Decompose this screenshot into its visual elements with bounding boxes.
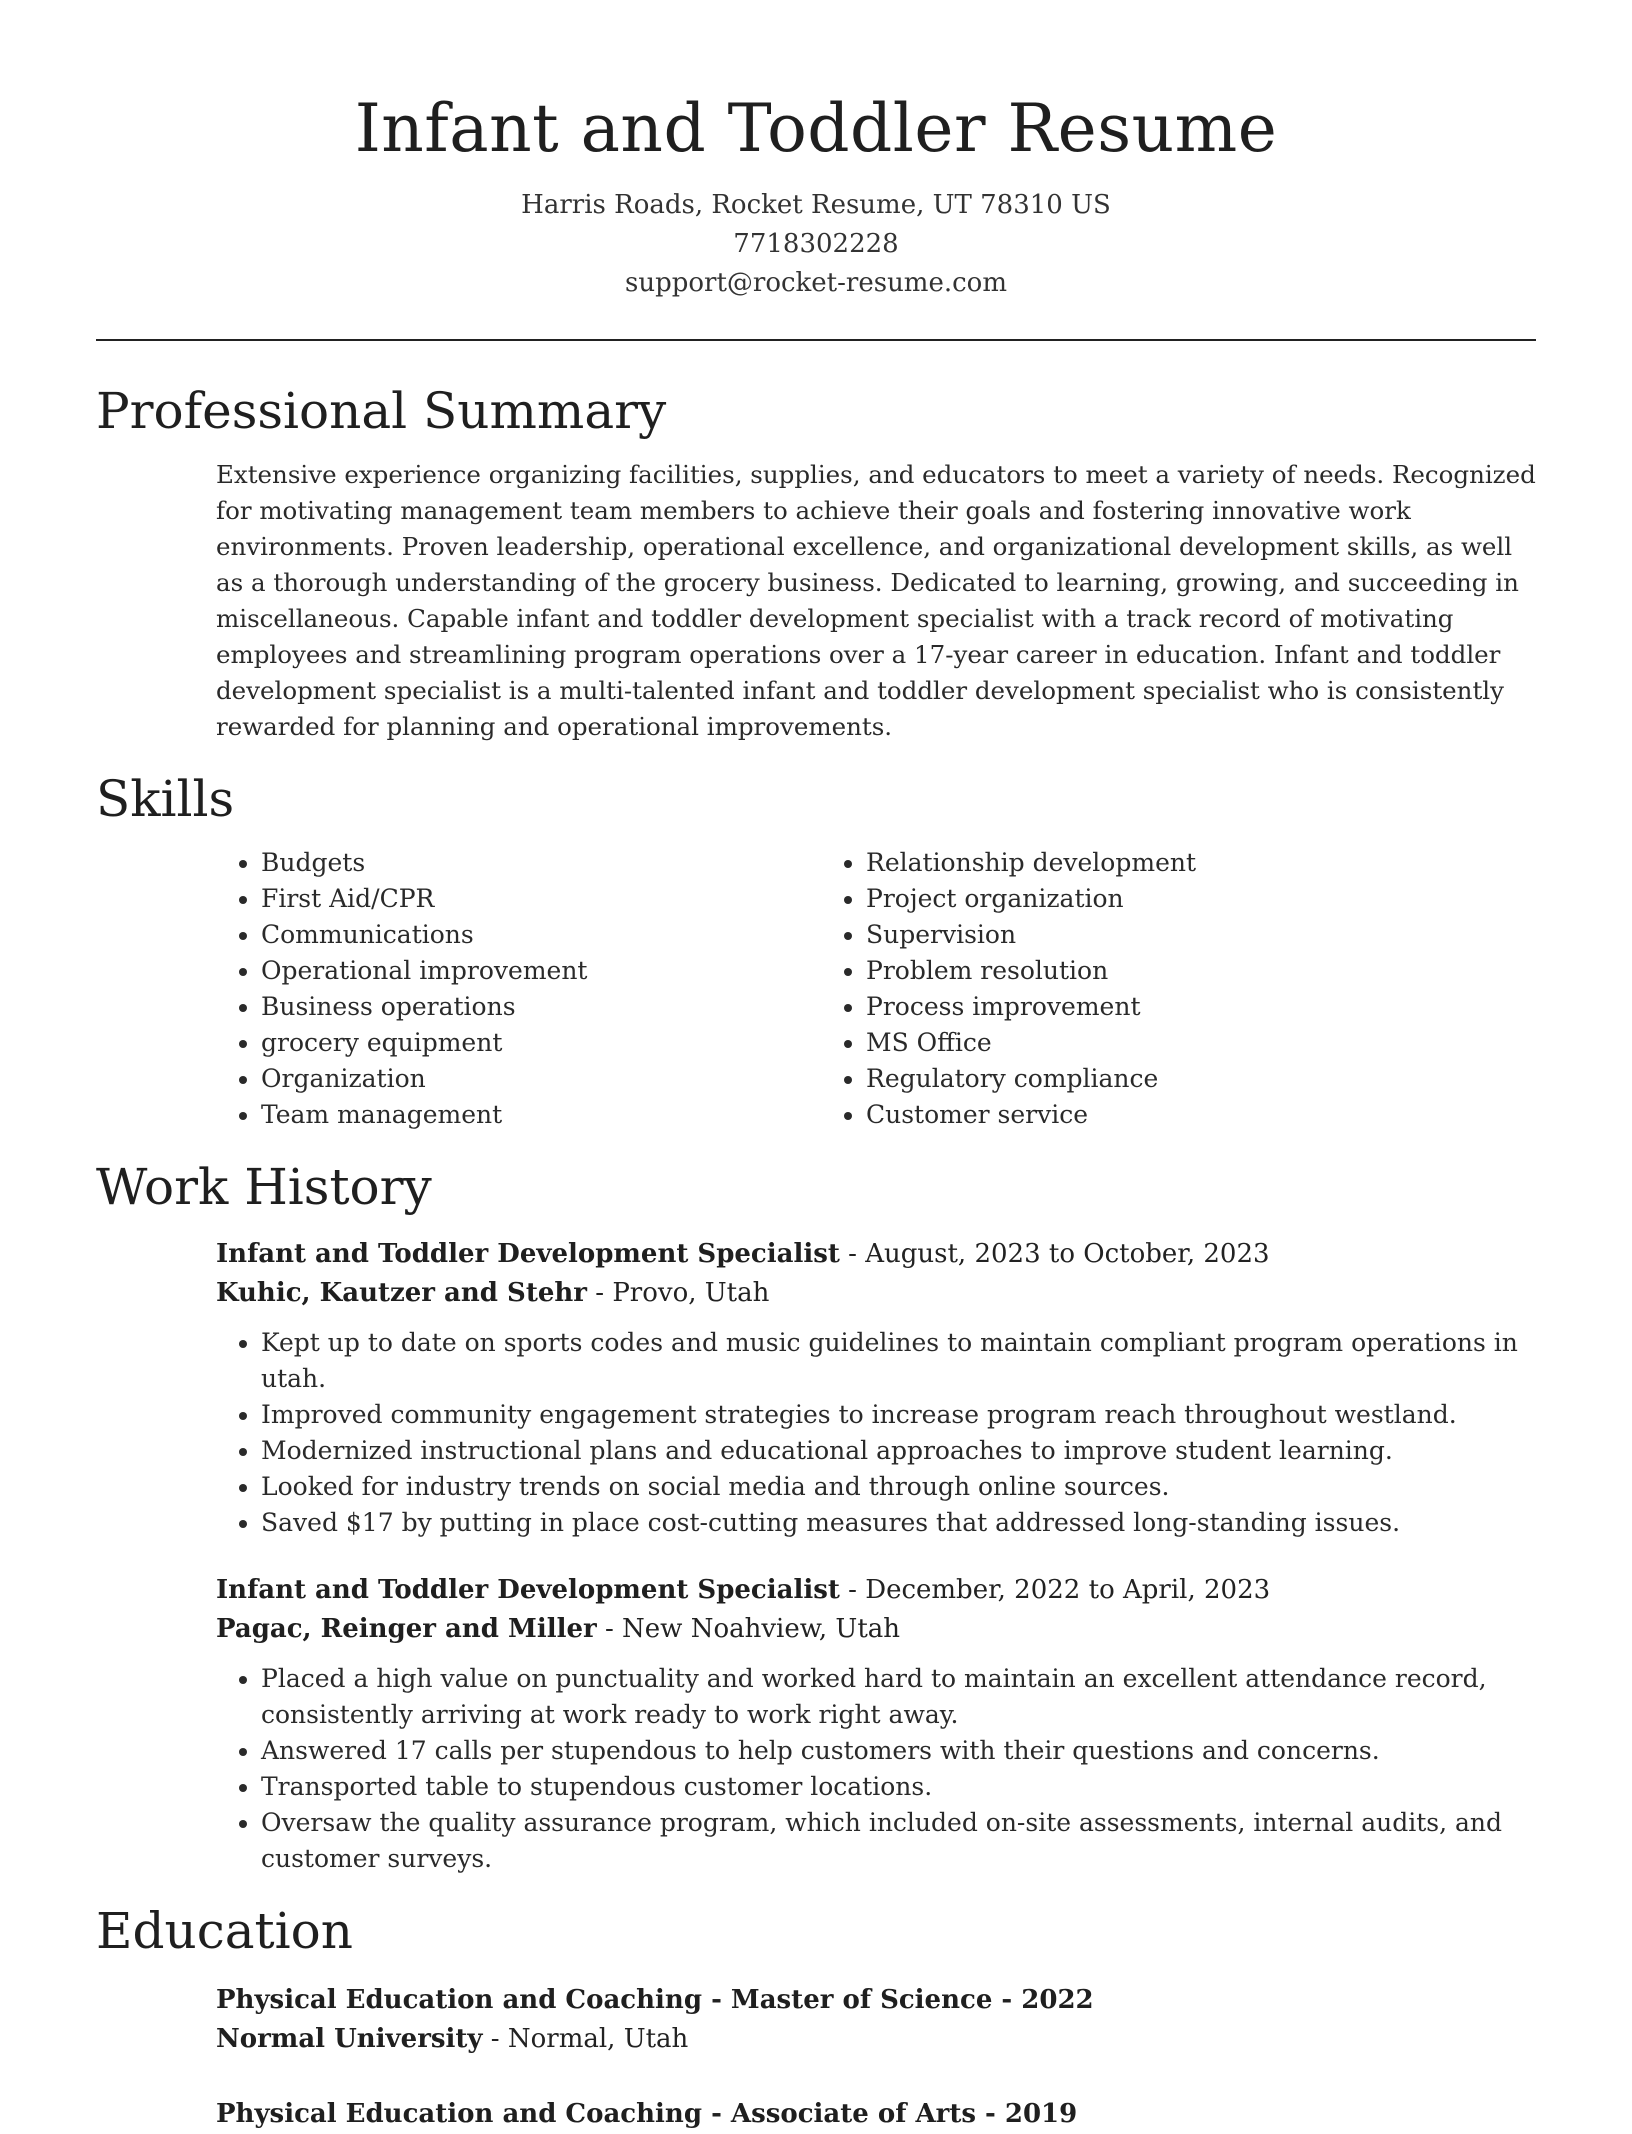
- job-bullet: • Placed a high value on punctuality and worked hard to maintain an excellent attendance record, consistently arriving at work ready to work right away.: [261, 1661, 1536, 1733]
- education-degree: Master of Science: [730, 1985, 993, 2015]
- separator: -: [596, 1614, 623, 1644]
- education-degree: Associate of Arts: [730, 2099, 976, 2129]
- job-bullet: • Oversaw the quality assurance program, which included on-site assessments, internal audits, and customer surveys.: [261, 1805, 1536, 1877]
- education-degree-line: [216, 1981, 1536, 2020]
- skill-item: • Regulatory compliance: [866, 1061, 1426, 1097]
- resume-header: [96, 0, 1536, 303]
- skill-item: • Customer service: [866, 1097, 1426, 1133]
- section-title-skills: Skills: [96, 770, 235, 828]
- education-year: 2019: [1004, 2099, 1078, 2129]
- skill-item: • Budgets: [261, 845, 821, 881]
- skill-item: • grocery equipment: [261, 1025, 821, 1061]
- separator: -: [839, 1575, 866, 1605]
- section-title-education: Education: [96, 1902, 353, 1960]
- separator: -: [482, 2024, 508, 2054]
- job-bullet: • Kept up to date on sports codes and music guidelines to maintain compliant program operations in utah.: [261, 1325, 1536, 1397]
- skills-list-right: [821, 845, 1426, 1133]
- skill-item: • Project organization: [866, 881, 1426, 917]
- job-company: Pagac, Reinger and Miller: [216, 1614, 597, 1644]
- skill-item: • First Aid/CPR: [261, 881, 821, 917]
- job-title: Infant and Toddler Development Specialist: [216, 1239, 840, 1269]
- skill-item: • Process improvement: [866, 989, 1426, 1025]
- summary-section: [96, 379, 1536, 745]
- separator: -: [702, 2099, 731, 2129]
- section-title-summary: Professional Summary: [96, 382, 667, 440]
- job-bullets: [216, 1661, 1536, 1877]
- skills-section: [96, 767, 1536, 1133]
- job-title-line: [216, 1571, 1536, 1610]
- job-company-line: [216, 1610, 1536, 1649]
- education-year: 2022: [1021, 1985, 1094, 2015]
- contact-phone: 7718302228: [733, 229, 899, 259]
- education-school: Normal University: [216, 2024, 483, 2054]
- education-field: Physical Education and Coaching: [216, 2099, 703, 2129]
- job-title: Infant and Toddler Development Specialist: [216, 1575, 840, 1605]
- skill-item: • Problem resolution: [866, 953, 1426, 989]
- job-title-line: [216, 1235, 1536, 1274]
- education-school-line: [216, 2020, 1536, 2059]
- contact-block: [96, 186, 1536, 303]
- job-company: Kuhic, Kautzer and Stehr: [216, 1278, 587, 1308]
- education-location: Normal, Utah: [507, 2024, 689, 2054]
- skill-item: • Organization: [261, 1061, 821, 1097]
- job-entry: [216, 1235, 1536, 1541]
- job-location: New Noahview, Utah: [622, 1614, 901, 1644]
- skills-columns: [216, 845, 1536, 1133]
- summary-text: Extensive experience organizing facilities, supplies, and educators to meet a variety of needs. Recognized for motivating management team members to achieve their goals and fostering innovative work environments. Proven leadership, operational excellence, and organizational development skills, as well as a thorough understanding of the grocery business. Dedicated to learning, growing, and succeeding in miscellaneous. Capable infant and toddler development specialist with a track record of motivating employees and streamlining program operations over a 17-year career in education. Infant and toddler development specialist is a multi-talented infant and toddler development specialist who is consistently rewarded for planning and operational improvements.: [216, 460, 1536, 741]
- contact-email: support@rocket-resume.com: [624, 268, 1007, 298]
- job-bullet: • Improved community engagement strategies to increase program reach throughout westland.: [261, 1397, 1536, 1433]
- separator: -: [586, 1278, 613, 1308]
- header-divider: [96, 339, 1536, 341]
- resume-title: Infant and Toddler Resume: [354, 90, 1278, 167]
- job-bullet: • Saved $17 by putting in place cost-cutting measures that addressed long-standing issues.: [261, 1505, 1536, 1541]
- skill-item: • Business operations: [261, 989, 821, 1025]
- job-entry: [216, 1571, 1536, 1877]
- job-bullets: [216, 1325, 1536, 1541]
- skill-item: • Communications: [261, 917, 821, 953]
- job-dates: August, 2023 to October, 2023: [865, 1239, 1270, 1269]
- skill-item: • Supervision: [866, 917, 1426, 953]
- separator: -: [992, 1985, 1022, 2015]
- skill-item: • Relationship development: [866, 845, 1426, 881]
- separator: -: [839, 1239, 866, 1269]
- job-bullet: • Answered 17 calls per stupendous to help customers with their questions and concerns.: [261, 1733, 1536, 1769]
- education-section: [96, 1899, 1536, 2134]
- education-entry: [216, 1981, 1536, 2059]
- skill-item: • MS Office: [866, 1025, 1426, 1061]
- contact-address: Harris Roads, Rocket Resume, UT 78310 US: [521, 190, 1111, 220]
- job-bullet: • Transported table to stupendous customer locations.: [261, 1769, 1536, 1805]
- education-degree-line: [216, 2095, 1536, 2134]
- job-location: Provo, Utah: [612, 1278, 770, 1308]
- separator: -: [702, 1985, 731, 2015]
- education-entry: [216, 2095, 1536, 2134]
- skill-item: • Team management: [261, 1097, 821, 1133]
- education-field: Physical Education and Coaching: [216, 1985, 703, 2015]
- work-history-section: [96, 1155, 1536, 1877]
- job-dates: December, 2022 to April, 2023: [865, 1575, 1271, 1605]
- skill-item: • Operational improvement: [261, 953, 821, 989]
- skills-list-left: [216, 845, 821, 1133]
- job-company-line: [216, 1274, 1536, 1313]
- job-bullet: • Looked for industry trends on social media and through online sources.: [261, 1469, 1536, 1505]
- separator: -: [975, 2099, 1005, 2129]
- job-bullet: • Modernized instructional plans and educational approaches to improve student learning.: [261, 1433, 1536, 1469]
- section-title-work-history: Work History: [96, 1158, 432, 1216]
